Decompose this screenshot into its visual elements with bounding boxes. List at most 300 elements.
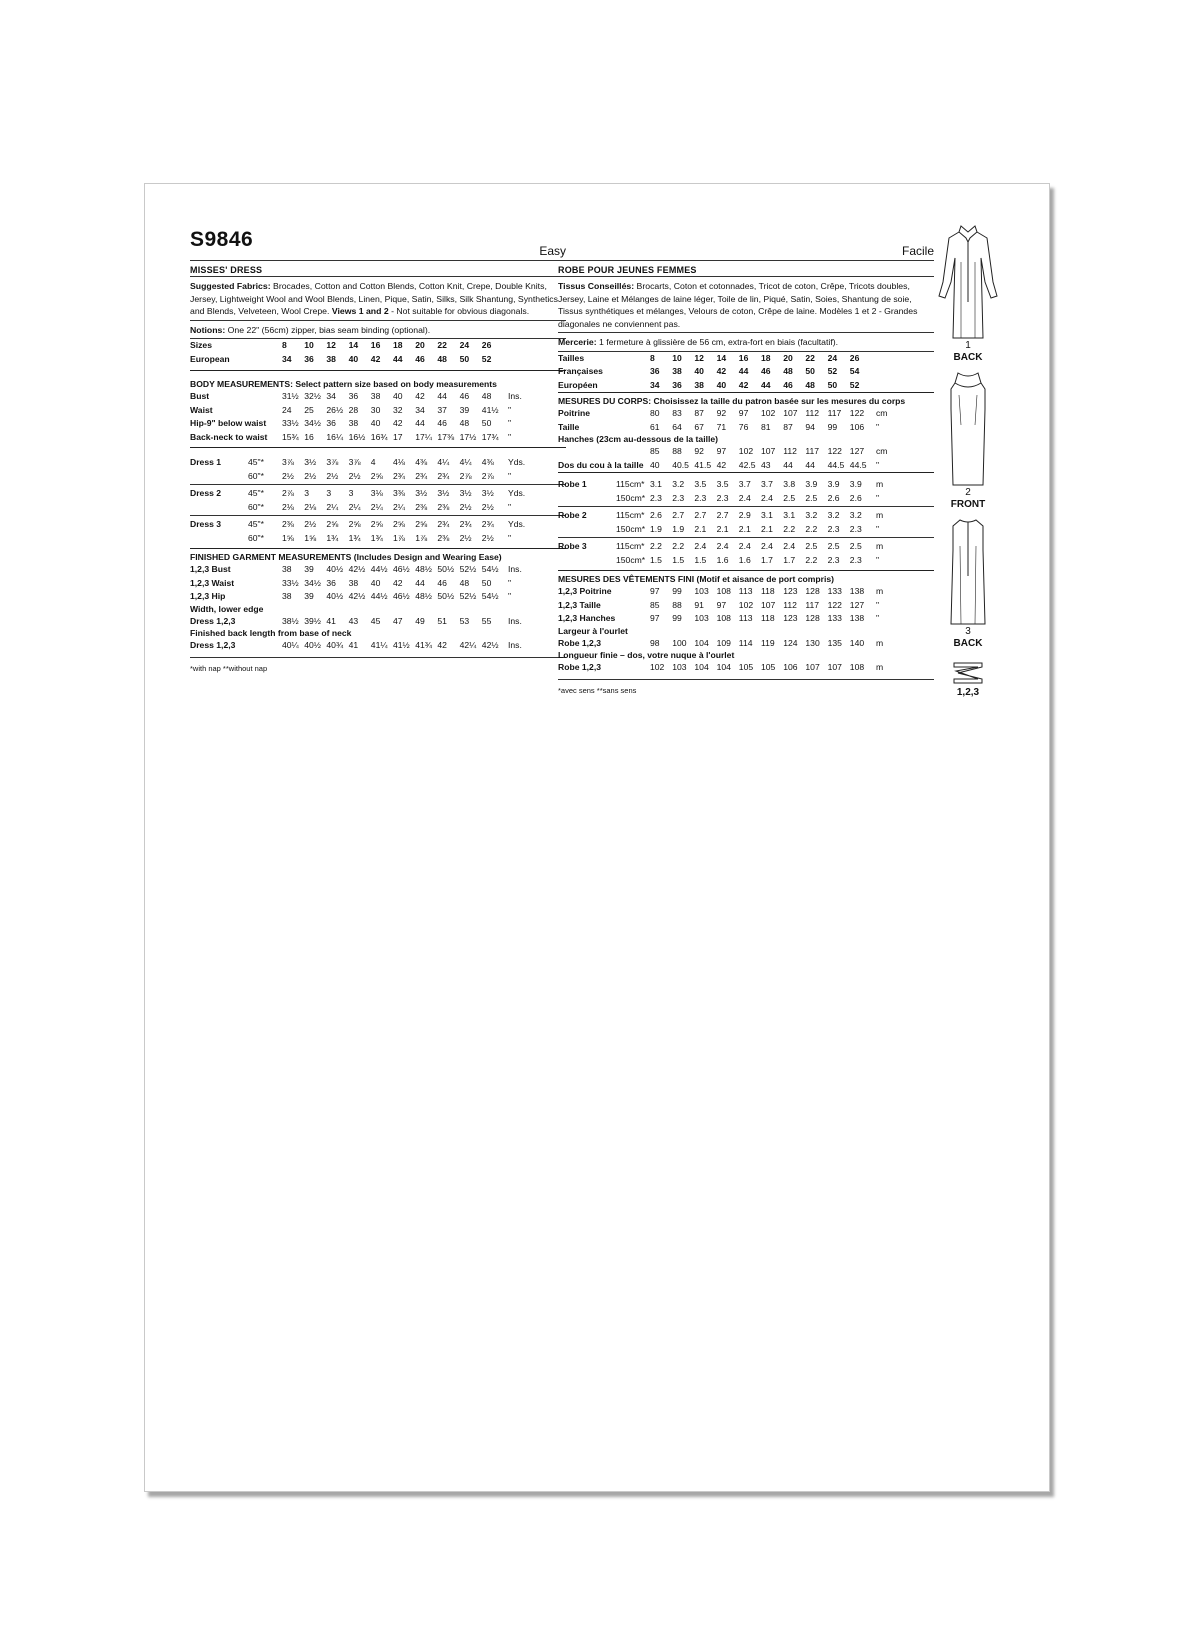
- cell-value: 94: [805, 421, 815, 432]
- cell-value: 2.5: [827, 541, 840, 551]
- cell-value: 50½: [437, 591, 455, 601]
- cell-value: 55: [481, 615, 492, 626]
- yardage-row: [558, 492, 934, 506]
- cell-value: 3.2: [827, 510, 840, 520]
- row-label: Dress 2: [190, 488, 222, 498]
- row-label: 1,2,3 Poitrine: [558, 586, 612, 596]
- cell-value: 39: [459, 404, 470, 415]
- width-lower-edge-row: [190, 615, 566, 629]
- yardage-row: [190, 470, 566, 484]
- cell-value: 16½: [348, 431, 366, 442]
- row-label: Waist: [190, 404, 213, 415]
- cell-value: 17: [393, 431, 403, 442]
- cell-value: 50: [805, 366, 815, 376]
- finished-measurements-table: [190, 563, 566, 604]
- cell-value: 104: [694, 637, 709, 648]
- cell-value: 2.4: [761, 492, 773, 503]
- cell-value: 106: [783, 662, 798, 672]
- cell-value: 2.3: [694, 492, 707, 503]
- cell-value: 2¾: [437, 519, 450, 529]
- cell-value: 2.3: [650, 492, 662, 503]
- row-label: Back-neck to waist: [190, 431, 268, 442]
- unit: ": [508, 470, 512, 481]
- cell-value: 4⅜: [415, 457, 428, 467]
- cell-value: 118: [761, 613, 775, 623]
- cell-value: 107: [805, 662, 820, 672]
- cell-value: 42.5: [738, 459, 756, 470]
- cell-value: 1.7: [761, 554, 773, 565]
- cell-value: 41½: [393, 640, 410, 650]
- cell-value: 3.2: [805, 510, 818, 520]
- cell-value: 39: [304, 591, 314, 601]
- cell-value: 52: [481, 353, 492, 364]
- garment-title: MISSES' DRESS: [190, 261, 566, 277]
- cell-value: 3½: [304, 457, 317, 467]
- cell-value: 117: [827, 408, 842, 418]
- size-row: [558, 379, 934, 393]
- cell-value: 140: [849, 637, 865, 648]
- cell-value: 92: [694, 446, 704, 456]
- cell-value: 2.9: [738, 510, 751, 520]
- cell-value: 2⅞: [459, 470, 472, 481]
- cell-value: 133: [827, 613, 842, 623]
- cell-value: 17¾: [481, 431, 499, 442]
- cell-value: 2.3: [849, 523, 862, 534]
- cell-value: 97: [650, 586, 660, 596]
- cell-value: 36: [348, 391, 359, 401]
- cell-value: 99: [672, 613, 682, 623]
- cell-value: 103: [694, 613, 709, 623]
- cell-value: 48½: [415, 564, 432, 574]
- cell-value: 133: [827, 586, 842, 596]
- cell-value: 2¼: [393, 501, 405, 512]
- size-row: [190, 353, 566, 367]
- width-row: [558, 637, 934, 651]
- cell-value: 3⅞: [282, 457, 294, 467]
- cell-value: 38: [282, 591, 292, 601]
- cell-value: 10: [304, 340, 314, 350]
- cell-value: 39½: [304, 615, 321, 626]
- cell-value: 3.1: [650, 479, 662, 489]
- size-row: [190, 339, 566, 353]
- size-table-fr: [558, 352, 934, 393]
- cell-value: 2⅜: [437, 532, 450, 543]
- cell-value: 44: [415, 418, 425, 428]
- cell-value: 42½: [481, 640, 499, 650]
- row-label: 1,2,3 Waist: [190, 577, 235, 588]
- row-label: Tailles: [558, 352, 585, 363]
- cell-value: 40: [370, 577, 381, 588]
- cell-value: 2⅝: [393, 519, 405, 529]
- cell-value: 3½: [481, 488, 494, 498]
- fabric-width: 60"*: [248, 470, 264, 481]
- fabric-width: 150cm*: [616, 492, 646, 503]
- row-label: 1,2,3 Bust: [190, 564, 231, 574]
- cell-value: 128: [805, 613, 820, 623]
- fabric-width: 115cm*: [616, 541, 645, 551]
- cell-value: 3⅛: [370, 488, 383, 498]
- english-header: [190, 228, 566, 261]
- yardage-row: [558, 540, 934, 554]
- yardage-row: [190, 532, 566, 546]
- finished-measurements-title-fr: MESURES DES VÊTEMENTS FINI (Motif et aisance de port compris): [558, 574, 834, 584]
- back-neck-row-fr: [558, 459, 934, 473]
- cell-value: 17⅜: [437, 431, 455, 442]
- cell-value: 2¾: [415, 470, 428, 481]
- unit: m: [876, 541, 884, 551]
- cell-value: 2.4: [694, 541, 707, 551]
- cell-value: 32½: [304, 391, 321, 401]
- view-3-back: 3 BACK: [928, 516, 1008, 649]
- cell-value: 24: [282, 404, 292, 415]
- cell-value: 88: [672, 599, 682, 610]
- cell-value: 3⅞: [348, 457, 361, 467]
- cell-value: 44½: [370, 564, 388, 574]
- cell-value: 1¾: [348, 532, 361, 543]
- cell-value: 15¾: [282, 431, 299, 442]
- cell-value: 40½: [326, 591, 344, 601]
- cell-value: 108: [716, 586, 731, 596]
- unit: ": [508, 418, 512, 428]
- fabric-width: 45"*: [248, 457, 264, 467]
- row-label: Européen: [558, 379, 598, 390]
- cell-value: 12: [326, 340, 336, 350]
- cell-value: 3.5: [694, 479, 707, 489]
- row-label: Robe 1,2,3: [558, 637, 601, 648]
- cell-value: 44.5: [827, 459, 845, 470]
- back-length-title: Finished back length from base of neck: [190, 628, 352, 638]
- cell-value: 4⅜: [481, 457, 494, 467]
- row-label: Dress 1: [190, 457, 222, 467]
- cell-value: 107: [783, 408, 798, 418]
- cell-value: 91: [694, 599, 704, 610]
- difficulty-level: Easy: [539, 244, 566, 258]
- suggested-fabrics-fr: Tissus Conseillés: Brocarts, Coton et cotonnades, Tricot de coton, Crêpe, Tricots doubles, Jersey, Laine et Mélanges de laine léger, Toile de lin, Piqué, Satin, Soies, Shantung de soie, Tissus synthétiques et mélanges, Velours de coton, Crêpe de laine. Modèles 1 et 2 - Grandes diagonales ne conviennent pas.: [558, 281, 918, 329]
- yardage-table-fr: [558, 478, 934, 570]
- body-row: [558, 407, 934, 421]
- cell-value: 46: [783, 379, 793, 390]
- cell-value: 123: [783, 586, 798, 596]
- cell-value: 105: [761, 662, 776, 672]
- back-neck-row: [558, 459, 934, 473]
- cell-value: 20: [783, 352, 793, 363]
- cell-value: 2.3: [827, 523, 840, 534]
- unit: m: [876, 637, 884, 648]
- english-column: [190, 228, 566, 673]
- unit: Yds.: [508, 519, 526, 529]
- hip-row-fr: [558, 445, 934, 459]
- cell-value: 122: [827, 599, 842, 610]
- fabric-width: 45"*: [248, 488, 264, 498]
- cell-value: 138: [849, 613, 865, 623]
- cell-value: 16¼: [326, 431, 344, 442]
- cell-value: 16: [738, 352, 749, 363]
- cell-value: 109: [716, 637, 731, 648]
- cell-value: 18: [393, 340, 403, 350]
- finished-row: [190, 563, 566, 577]
- cell-value: 118: [761, 586, 775, 596]
- cell-value: 38: [348, 577, 359, 588]
- finished-measurements-title: FINISHED GARMENT MEASUREMENTS (Includes Design and Wearing Ease): [190, 552, 502, 562]
- cell-value: 2⅛: [282, 501, 294, 512]
- size-table: [190, 339, 566, 366]
- cell-value: 52½: [459, 591, 477, 601]
- cell-value: 1⅞: [393, 532, 405, 543]
- cell-value: 112: [805, 408, 820, 418]
- french-column: [558, 234, 934, 695]
- cell-value: 40¾: [326, 640, 344, 650]
- cell-value: 44: [738, 366, 749, 376]
- cell-value: 50: [481, 577, 492, 588]
- cell-value: 1.6: [738, 554, 751, 565]
- unit: Yds.: [508, 488, 526, 498]
- cell-value: 108: [849, 662, 865, 672]
- cell-value: 2¾: [437, 470, 450, 481]
- unit: ": [876, 613, 880, 623]
- cell-value: 52: [827, 366, 838, 376]
- cell-value: 40: [393, 391, 403, 401]
- cell-value: 138: [849, 586, 865, 596]
- cell-value: 128: [805, 586, 820, 596]
- fabric-width: 60"*: [248, 501, 264, 512]
- unit: Ins.: [508, 640, 522, 650]
- yardage-row: [190, 456, 566, 470]
- difficulty-level-fr: Facile: [901, 244, 934, 258]
- view-2-front: 2 FRONT: [928, 369, 1008, 510]
- cell-value: 135: [827, 637, 842, 648]
- cell-value: 107: [761, 599, 776, 610]
- cell-value: 22: [805, 352, 815, 363]
- cell-value: 43: [761, 459, 771, 470]
- row-label: Robe 1: [558, 479, 587, 489]
- cell-value: 122: [827, 446, 842, 456]
- cell-value: 33½: [282, 418, 299, 428]
- width-lower-edge-title-fr: Largeur à l'ourlet: [558, 625, 628, 636]
- cell-value: 99: [672, 586, 682, 596]
- cell-value: 50: [459, 353, 470, 364]
- row-label: Bust: [190, 391, 210, 401]
- cell-value: 36: [326, 418, 336, 428]
- cell-value: 113: [738, 586, 753, 596]
- body-measurements-title-fr: MESURES DU CORPS: Choisissez la taille du patron basée sur les mesures du corps: [558, 396, 906, 406]
- finished-row: [558, 612, 934, 626]
- suggested-fabrics: Suggested Fabrics: Brocades, Cotton and Cotton Blends, Cotton Knit, Crepe, Double Knits, Jersey, Lightweight Wool and Wool Blends, Linen, Pique, Satin, Silks, Silk Shantung, Synthetics and Blends, Velveteen, Wool Crepe. Views 1 and 2 - Not suitable for obvious diagonals.: [190, 281, 558, 316]
- cell-value: 85: [650, 446, 660, 456]
- cell-value: 50½: [437, 564, 455, 574]
- pattern-code: S9846: [190, 228, 254, 251]
- row-label: Poitrine: [558, 408, 590, 418]
- cell-value: 103: [694, 586, 709, 596]
- cell-value: 8: [282, 340, 287, 350]
- cell-value: 92: [716, 408, 727, 418]
- cell-value: 30: [370, 404, 381, 415]
- cell-value: 4: [370, 457, 376, 467]
- back-length-row: [190, 639, 566, 653]
- row-label: Sizes: [190, 340, 212, 350]
- cell-value: 88: [672, 446, 682, 456]
- cell-value: 3½: [415, 488, 428, 498]
- cell-value: 1.7: [783, 554, 796, 565]
- cell-value: 52½: [459, 564, 477, 574]
- unit: m: [876, 479, 884, 489]
- cell-value: 25: [304, 404, 314, 415]
- cell-value: 34: [650, 379, 660, 390]
- cell-value: 1.9: [650, 523, 662, 534]
- cell-value: 2¼: [348, 501, 361, 512]
- cell-value: 122: [849, 408, 865, 418]
- yardage-table: [190, 456, 566, 548]
- yardage-row: [190, 487, 566, 501]
- cell-value: 2¼: [370, 501, 383, 512]
- cell-value: 26: [481, 340, 492, 350]
- cell-value: 2.4: [738, 541, 751, 551]
- cell-value: 37: [437, 404, 447, 415]
- cell-value: 2⅞: [481, 470, 494, 481]
- cell-value: 81: [761, 421, 771, 432]
- cell-value: 105: [738, 662, 754, 672]
- cell-value: 2⅝: [415, 519, 428, 529]
- cell-value: 3.1: [761, 510, 773, 520]
- dress-back-collar-icon: [937, 222, 999, 340]
- cell-value: 33½: [282, 577, 299, 588]
- cell-value: 99: [827, 421, 838, 432]
- cell-value: 3.2: [849, 510, 862, 520]
- cell-value: 2.1: [761, 523, 773, 534]
- row-label: Dos du cou à la taille: [558, 459, 644, 470]
- cell-value: 54½: [481, 564, 499, 574]
- row-label: Robe 2: [558, 510, 587, 520]
- unit: Ins.: [508, 615, 522, 626]
- back-length-row-fr: [558, 661, 934, 675]
- pattern-envelope-back: [144, 183, 1050, 1492]
- cell-value: 38: [326, 353, 336, 364]
- cell-value: 38: [348, 418, 359, 428]
- unit: cm: [876, 408, 888, 418]
- cell-value: 87: [694, 408, 704, 418]
- cell-value: 2.5: [849, 541, 862, 551]
- cell-value: 40½: [304, 640, 321, 650]
- cell-value: 17½: [459, 431, 477, 442]
- bias-binding-icon: [948, 659, 988, 687]
- cell-value: 40¼: [282, 640, 299, 650]
- cell-value: 2.4: [783, 541, 796, 551]
- cell-value: 52: [849, 379, 860, 390]
- unit: cm: [876, 446, 888, 456]
- cell-value: 42: [393, 418, 403, 428]
- cell-value: 3.7: [761, 479, 773, 489]
- row-label: Taille: [558, 421, 580, 432]
- row-label: Dress 1,2,3: [190, 640, 236, 650]
- cell-value: 104: [694, 662, 709, 672]
- cell-value: 42: [716, 459, 727, 470]
- cell-value: 48: [805, 379, 815, 390]
- view-bias-binding: 1,2,3: [928, 659, 1008, 698]
- cell-value: 97: [650, 613, 660, 623]
- unit: m: [876, 510, 884, 520]
- unit: ": [876, 554, 880, 565]
- cell-value: 2.3: [849, 554, 862, 565]
- unit: ": [876, 459, 880, 470]
- cell-value: 48: [783, 366, 793, 376]
- cell-value: 2.6: [650, 510, 662, 520]
- body-measurements-table-fr: [558, 407, 934, 434]
- unit: ": [508, 591, 512, 601]
- unit: ": [508, 532, 512, 543]
- yardage-row: [558, 478, 934, 492]
- cell-value: 34: [415, 404, 425, 415]
- cell-value: 102: [738, 446, 754, 456]
- cell-value: 117: [805, 599, 820, 610]
- cell-value: 49: [415, 615, 425, 626]
- cell-value: 127: [849, 599, 865, 610]
- yardage-row: [190, 518, 566, 532]
- width-lower-edge-row-fr: [558, 637, 934, 651]
- cell-value: 67: [694, 421, 704, 432]
- cell-value: 2⅛: [304, 501, 317, 512]
- cell-value: 1.5: [694, 554, 707, 565]
- cell-value: 50: [481, 418, 492, 428]
- row-label: Dress 1,2,3: [190, 615, 236, 626]
- body-row: [190, 404, 566, 418]
- cell-value: 2½: [326, 470, 339, 481]
- french-header: [558, 234, 934, 261]
- cell-value: 38: [694, 379, 704, 390]
- dress-front-cowl-icon: [943, 369, 993, 487]
- cell-value: 3.1: [783, 510, 796, 520]
- cell-value: 1⅞: [415, 532, 428, 543]
- cell-value: 34½: [304, 418, 321, 428]
- unit: ": [876, 599, 880, 610]
- cell-value: 46: [761, 366, 771, 376]
- row-label: Hip-9" below waist: [190, 418, 267, 428]
- cell-value: 87: [783, 421, 793, 432]
- cell-value: 16¾: [370, 431, 388, 442]
- fabric-width: 45"*: [248, 519, 264, 529]
- cell-value: 38: [282, 564, 292, 574]
- cell-value: 2½: [282, 470, 294, 481]
- cell-value: 34: [326, 391, 336, 401]
- row-label: European: [190, 353, 230, 364]
- cell-value: 41¾: [415, 640, 432, 650]
- cell-value: 127: [849, 446, 865, 456]
- cell-value: 46: [459, 391, 470, 401]
- cell-value: 38½: [282, 615, 299, 626]
- cell-value: 124: [783, 637, 798, 648]
- cell-value: 3: [348, 488, 354, 498]
- cell-value: 3.9: [827, 479, 840, 489]
- cell-value: 3.5: [716, 479, 729, 489]
- cell-value: 1⅝: [304, 532, 317, 543]
- cell-value: 46½: [393, 591, 410, 601]
- cell-value: 2.7: [716, 510, 729, 520]
- fabric-width: 150cm*: [616, 523, 646, 534]
- cell-value: 85: [650, 599, 660, 610]
- cell-value: 46: [437, 418, 447, 428]
- cell-value: 2.6: [849, 492, 862, 503]
- cell-value: 22: [437, 340, 447, 350]
- cell-value: 112: [783, 599, 797, 610]
- cell-value: 2.5: [805, 541, 818, 551]
- cell-value: 4⅛: [393, 457, 405, 467]
- cell-value: 41½: [481, 404, 499, 415]
- cell-value: 43: [348, 615, 359, 626]
- cell-value: 46: [437, 577, 447, 588]
- back-length-title-fr: Longueur finie – dos, votre nuque à l'ourlet: [558, 650, 735, 660]
- cell-value: 16: [370, 340, 381, 350]
- cell-value: 130: [805, 637, 820, 648]
- cell-value: 2.3: [672, 492, 685, 503]
- cell-value: 104: [716, 662, 731, 672]
